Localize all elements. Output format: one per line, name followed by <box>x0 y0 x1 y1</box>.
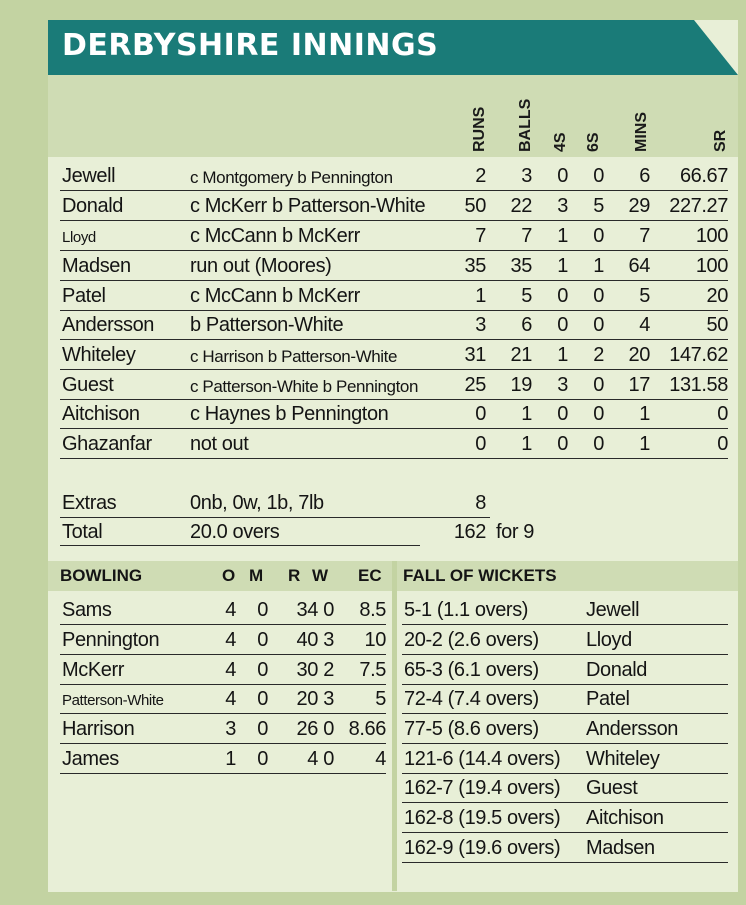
fow-batsman: Aitchison <box>586 807 664 829</box>
col-head-sr-label: SR <box>712 129 729 152</box>
overs: 4 <box>225 599 236 621</box>
economy: 8.5 <box>359 599 386 621</box>
strike-rate: 227.27 <box>669 195 728 217</box>
dismissal: c McCann b McKerr <box>190 285 360 307</box>
bowling-head-o: O <box>222 566 236 585</box>
dismissal: c McCann b McKerr <box>190 225 360 247</box>
fours: 1 <box>557 344 568 366</box>
strike-rate: 0 <box>717 403 728 425</box>
total-overs: 20.0 overs <box>190 521 280 543</box>
maidens: 0 <box>257 748 268 770</box>
total-runs: 162 <box>453 521 486 543</box>
balls: 35 <box>510 255 532 277</box>
fow-score: 20-2 (2.6 overs) <box>404 629 539 651</box>
runs-conceded: 34 <box>296 599 318 621</box>
runs-conceded: 30 <box>296 659 318 681</box>
fow-batsman: Whiteley <box>586 748 660 770</box>
strike-rate: 20 <box>706 285 728 307</box>
sixes: 0 <box>593 285 604 307</box>
wickets: 2 <box>323 659 334 681</box>
bowling-row <box>60 714 386 744</box>
bowling-head-w: W <box>312 566 329 585</box>
maidens: 0 <box>257 718 268 740</box>
runs-conceded: 20 <box>296 688 318 710</box>
dismissal: not out <box>190 433 249 455</box>
dismissal: c Haynes b Pennington <box>190 403 389 425</box>
batting-row <box>60 310 728 340</box>
extras-value: 8 <box>475 492 486 514</box>
bowling-head-ec: EC <box>358 566 382 585</box>
title-banner <box>48 20 738 75</box>
overs: 4 <box>225 659 236 681</box>
col-head-sixes-label: 6S <box>585 132 602 152</box>
section-divider <box>392 561 397 891</box>
total-row <box>60 517 728 546</box>
sixes: 0 <box>593 433 604 455</box>
runs-conceded: 40 <box>296 629 318 651</box>
runs: 3 <box>475 314 486 336</box>
batsman-name: Donald <box>62 195 123 217</box>
runs-conceded: 4 <box>307 748 318 770</box>
balls: 3 <box>521 165 532 187</box>
mins: 17 <box>628 374 650 396</box>
total-label: Total <box>62 521 103 543</box>
economy: 10 <box>364 629 386 651</box>
extras-label: Extras <box>62 492 117 514</box>
maidens: 0 <box>257 688 268 710</box>
fours: 1 <box>557 255 568 277</box>
bowling-row <box>60 684 386 714</box>
batsman-name: Andersson <box>62 314 155 336</box>
balls: 5 <box>521 285 532 307</box>
fow-row <box>402 744 728 774</box>
bowling-row <box>60 595 386 625</box>
mins: 64 <box>628 255 650 277</box>
bowler-name: Sams <box>62 599 112 621</box>
dismissal: b Patterson-White <box>190 314 344 336</box>
col-head-runs-label: RUNS <box>471 106 488 152</box>
maidens: 0 <box>257 629 268 651</box>
runs: 0 <box>475 403 486 425</box>
fow-score: 121-6 (14.4 overs) <box>404 748 561 770</box>
col-head-mins-label: MINS <box>633 112 650 152</box>
fow-row <box>402 655 728 685</box>
fow-batsman: Patel <box>586 688 630 710</box>
bowler-name: McKerr <box>62 659 125 681</box>
mins: 1 <box>639 403 650 425</box>
strike-rate: 0 <box>717 433 728 455</box>
fow-title: FALL OF WICKETS <box>403 566 557 585</box>
strike-rate: 147.62 <box>669 344 728 366</box>
col-head-fours-label: 4S <box>552 132 569 152</box>
col-head-balls-label: BALLS <box>517 98 534 152</box>
batting-row <box>60 340 728 370</box>
mins: 29 <box>628 195 650 217</box>
balls: 1 <box>521 433 532 455</box>
runs: 2 <box>475 165 486 187</box>
runs: 1 <box>475 285 486 307</box>
bowling-title: BOWLING <box>60 566 143 585</box>
fours: 0 <box>557 314 568 336</box>
mins: 1 <box>639 433 650 455</box>
bowling-row <box>60 625 386 655</box>
bowling-head-m: M <box>249 566 264 585</box>
fours: 0 <box>557 285 568 307</box>
wickets: 0 <box>323 718 334 740</box>
batsman-name: Ghazanfar <box>62 433 152 455</box>
mins: 20 <box>628 344 650 366</box>
sixes: 0 <box>593 225 604 247</box>
sixes: 5 <box>593 195 604 217</box>
strike-rate: 66.67 <box>679 165 728 187</box>
batsman-name: Whiteley <box>62 344 136 366</box>
fow-row <box>402 833 728 863</box>
bowling-header <box>48 561 392 591</box>
sixes: 0 <box>593 165 604 187</box>
bowler-name: Pennington <box>62 629 160 651</box>
runs: 25 <box>464 374 486 396</box>
fow-header <box>397 561 738 591</box>
dismissal: c McKerr b Patterson-White <box>190 195 426 217</box>
fow-batsman: Lloyd <box>586 629 632 651</box>
fow-row <box>402 595 728 625</box>
fow-row <box>402 684 728 714</box>
strike-rate: 100 <box>695 255 728 277</box>
fours: 0 <box>557 403 568 425</box>
mins: 5 <box>639 285 650 307</box>
fours: 0 <box>557 433 568 455</box>
mins: 7 <box>639 225 650 247</box>
fours: 3 <box>557 374 568 396</box>
batting-row <box>60 399 728 429</box>
batting-row <box>60 281 728 311</box>
extras-detail: 0nb, 0w, 1b, 7lb <box>190 492 324 514</box>
overs: 4 <box>225 688 236 710</box>
fow-row <box>402 773 728 803</box>
balls: 1 <box>521 403 532 425</box>
sixes: 0 <box>593 374 604 396</box>
sixes: 1 <box>593 255 604 277</box>
fow-row <box>402 714 728 744</box>
fow-score: 162-8 (19.5 overs) <box>404 807 561 829</box>
fow-row <box>402 803 728 833</box>
economy: 8.66 <box>348 718 386 740</box>
batting-row <box>60 251 728 281</box>
balls: 22 <box>510 195 532 217</box>
economy: 4 <box>375 748 386 770</box>
fow-batsman: Guest <box>586 777 638 799</box>
fow-score: 5-1 (1.1 overs) <box>404 599 529 621</box>
fow-batsman: Jewell <box>586 599 640 621</box>
total-wickets: for 9 <box>496 521 535 543</box>
fow-batsman: Madsen <box>586 837 655 859</box>
sixes: 0 <box>593 403 604 425</box>
runs: 7 <box>475 225 486 247</box>
batsman-name: Aitchison <box>62 403 140 425</box>
economy: 5 <box>375 688 386 710</box>
fours: 3 <box>557 195 568 217</box>
overs: 4 <box>225 629 236 651</box>
fow-score: 72-4 (7.4 overs) <box>404 688 539 710</box>
total-underline <box>60 545 420 546</box>
dismissal: c Harrison b Patterson-White <box>190 347 398 366</box>
bowler-name: Harrison <box>62 718 135 740</box>
fow-batsman: Donald <box>586 659 647 681</box>
maidens: 0 <box>257 599 268 621</box>
wickets: 0 <box>323 748 334 770</box>
balls: 6 <box>521 314 532 336</box>
batting-row <box>60 429 728 459</box>
balls: 7 <box>521 225 532 247</box>
page-title: DERBYSHIRE INNINGS <box>62 28 439 63</box>
maidens: 0 <box>257 659 268 681</box>
batsman-name: Jewell <box>62 165 116 187</box>
balls: 21 <box>510 344 532 366</box>
batsman-name: Guest <box>62 374 114 396</box>
extras-row <box>60 488 490 518</box>
bowling-row <box>60 744 386 774</box>
bowling-row <box>60 655 386 685</box>
sixes: 2 <box>593 344 604 366</box>
batting-row <box>60 370 728 400</box>
runs-conceded: 26 <box>296 718 318 740</box>
bowler-name: James <box>62 748 119 770</box>
fow-score: 162-9 (19.6 overs) <box>404 837 561 859</box>
dismissal: run out (Moores) <box>190 255 332 277</box>
batsman-name: Madsen <box>62 255 131 277</box>
batting-row <box>60 161 728 191</box>
wickets: 3 <box>323 629 334 651</box>
overs: 3 <box>225 718 236 740</box>
batsman-name: Lloyd <box>62 229 96 246</box>
batting-row <box>60 191 728 221</box>
fow-score: 65-3 (6.1 overs) <box>404 659 539 681</box>
fow-row <box>402 625 728 655</box>
balls: 19 <box>510 374 532 396</box>
bowling-head-r: R <box>288 566 301 585</box>
strike-rate: 131.58 <box>669 374 728 396</box>
runs: 31 <box>464 344 486 366</box>
bowler-name: Patterson-White <box>62 692 164 709</box>
batting-row <box>60 221 728 251</box>
runs: 50 <box>464 195 486 217</box>
economy: 7.5 <box>359 659 386 681</box>
overs: 1 <box>225 748 236 770</box>
runs: 0 <box>475 433 486 455</box>
fow-batsman: Andersson <box>586 718 679 740</box>
batsman-name: Patel <box>62 285 106 307</box>
mins: 6 <box>639 165 650 187</box>
fours: 1 <box>557 225 568 247</box>
fow-score: 77-5 (8.6 overs) <box>404 718 539 740</box>
fours: 0 <box>557 165 568 187</box>
dismissal: c Montgomery b Pennington <box>190 168 393 187</box>
wickets: 3 <box>323 688 334 710</box>
runs: 35 <box>464 255 486 277</box>
dismissal: c Patterson-White b Pennington <box>190 377 419 396</box>
wickets: 0 <box>323 599 334 621</box>
sixes: 0 <box>593 314 604 336</box>
fow-score: 162-7 (19.4 overs) <box>404 777 561 799</box>
mins: 4 <box>639 314 650 336</box>
strike-rate: 100 <box>695 225 728 247</box>
strike-rate: 50 <box>706 314 728 336</box>
